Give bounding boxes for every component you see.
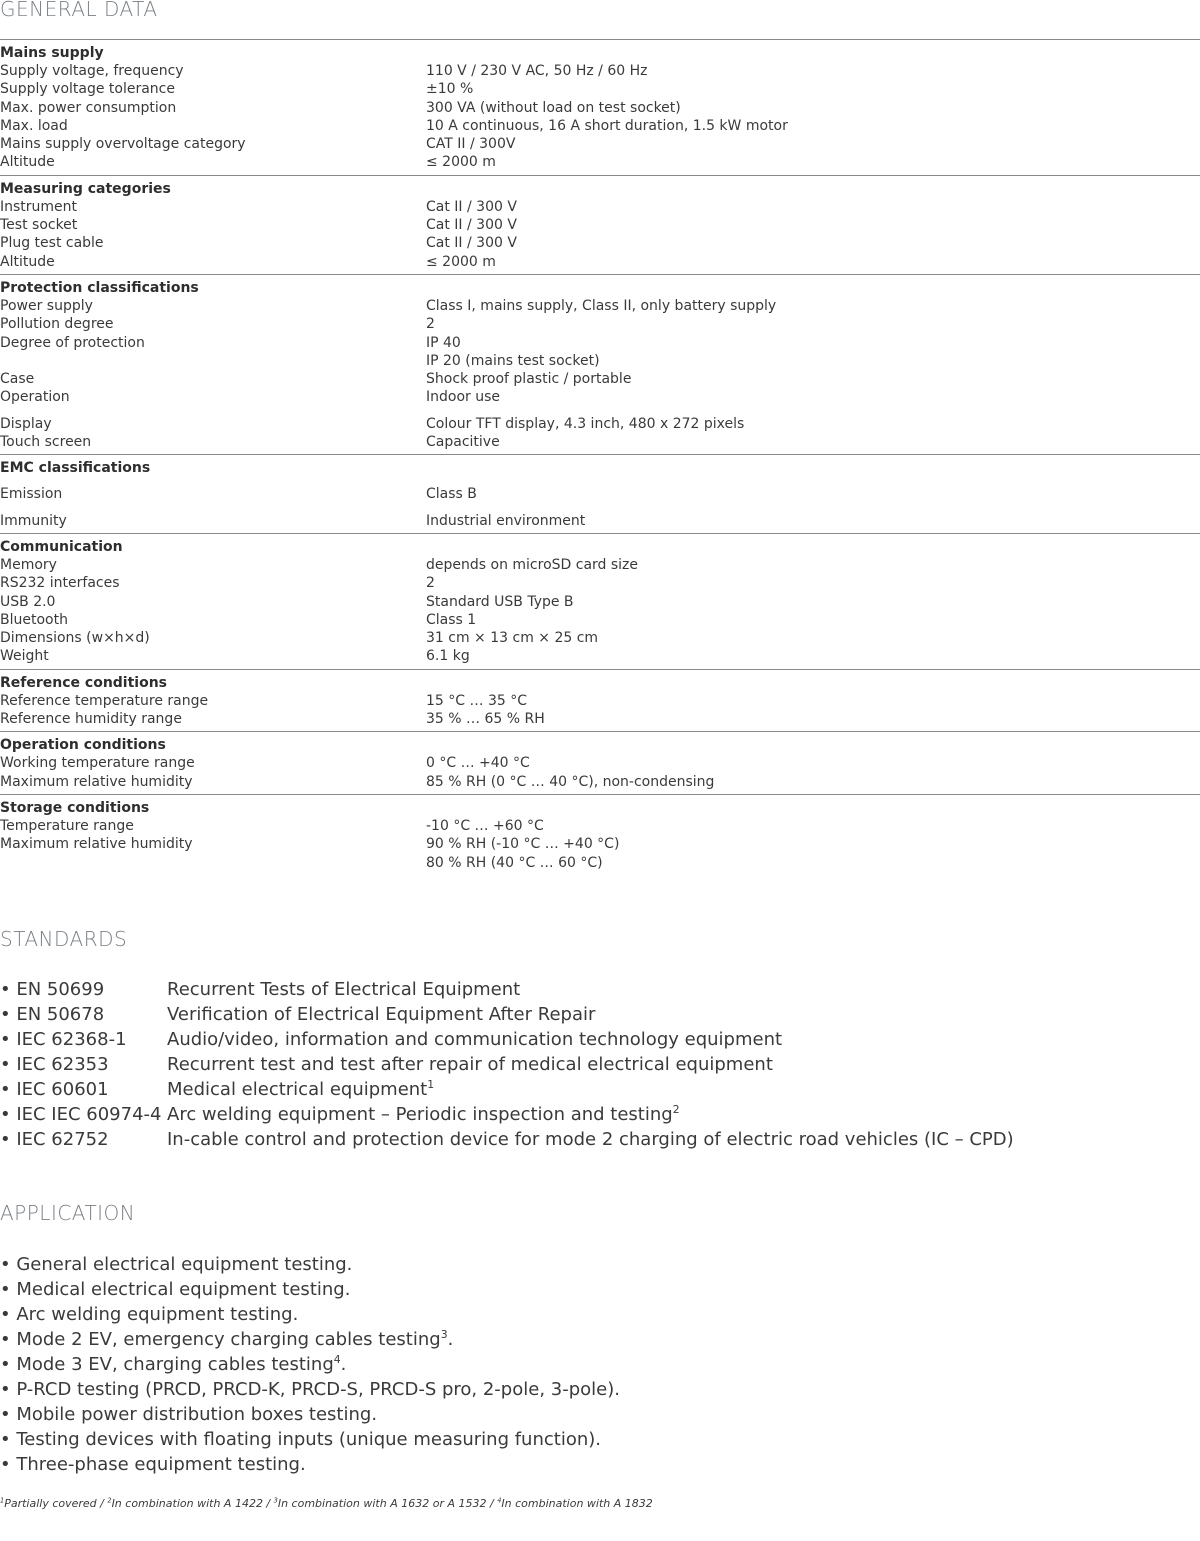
spec-value-line: Industrial environment — [426, 512, 586, 529]
spec-label: Emission — [0, 486, 63, 503]
spec-group — [0, 455, 1200, 534]
spec-group-heading: Operation conditions — [0, 737, 166, 754]
standard-code: • IEC 62368-1 — [0, 1029, 127, 1050]
spec-group-heading: Mains supply — [0, 45, 104, 61]
spec-row — [0, 773, 1200, 791]
spec-value-line: 90 % RH (-10 °C … +40 °C) — [426, 836, 620, 853]
spec-row — [0, 754, 1200, 772]
spec-value-line: 0 °C … +40 °C — [426, 755, 530, 772]
spec-value — [426, 62, 1200, 80]
spec-value — [426, 710, 1200, 728]
application-text: • Mobile power distribution boxes testing. — [0, 1404, 378, 1425]
spec-row — [0, 216, 1200, 234]
spec-value-line: Cat II / 300 V — [426, 235, 517, 252]
spec-value-line: 300 VA (without load on test socket) — [426, 99, 681, 116]
spec-label: Supply voltage tolerance — [0, 81, 175, 98]
spec-label: Degree of protection — [0, 334, 145, 351]
spec-row — [0, 556, 1200, 574]
spec-group-heading: Communication — [0, 538, 123, 555]
spec-label: Working temperature range — [0, 755, 195, 772]
footnote-text: In combination with A 1632 or A 1532 / — [277, 1497, 498, 1510]
spec-label: Case — [0, 371, 35, 388]
spec-value-line: IP 40 — [426, 334, 461, 351]
spec-value — [426, 117, 1200, 135]
spec-value — [426, 234, 1200, 252]
standard-description — [167, 1127, 1014, 1152]
application-tail: . — [340, 1354, 347, 1375]
spec-value — [426, 647, 1200, 665]
spec-value-line: Indoor use — [426, 389, 501, 406]
spec-group-heading: Storage conditions — [0, 799, 150, 816]
spec-label: RS232 interfaces — [0, 575, 120, 592]
spec-row — [0, 198, 1200, 216]
application-tail: . — [447, 1329, 454, 1350]
spec-value-line: 2 — [426, 575, 435, 592]
standard-item — [0, 1027, 1014, 1052]
spec-value-line: Cat II / 300 V — [426, 198, 517, 215]
spec-label: Temperature range — [0, 817, 134, 834]
general-data-title: GENERAL DATA — [0, 0, 158, 21]
spec-value-line: Class I, mains supply, Class II, only battery supply — [426, 297, 777, 314]
standard-code: • EN 50678 — [0, 1004, 105, 1025]
standard-description-text: Audio/video, information and communication technology equipment — [167, 1029, 783, 1050]
application-item — [0, 1302, 620, 1327]
application-item — [0, 1377, 620, 1402]
footnote-number: 2 — [107, 1496, 112, 1505]
standard-item — [0, 977, 1014, 1002]
spec-row — [0, 99, 1200, 117]
standards-title: STANDARDS — [0, 927, 128, 951]
footnote-marker: 4 — [333, 1353, 341, 1366]
application-text: • Testing devices with floating inputs (unique measuring function). — [0, 1429, 601, 1450]
spec-value — [426, 216, 1200, 234]
footnote — [0, 1497, 653, 1510]
spec-group — [0, 275, 1200, 455]
spec-value — [426, 315, 1200, 333]
spec-value — [426, 388, 1200, 406]
spec-row — [0, 297, 1200, 315]
standard-description — [167, 1102, 680, 1127]
spec-value-line: Standard USB Type B — [426, 593, 574, 610]
standard-description-text: In-cable control and protection device for mode 2 charging of electric road vehicles (IC – CPD) — [167, 1129, 1014, 1150]
spec-label: Instrument — [0, 198, 78, 215]
application-text: • Three-phase equipment testing. — [0, 1454, 306, 1475]
spec-label: Power supply — [0, 297, 93, 314]
spec-label: Altitude — [0, 154, 55, 171]
spec-value — [426, 692, 1200, 710]
standard-description — [167, 977, 520, 1002]
application-item — [0, 1452, 620, 1477]
spec-value — [426, 773, 1200, 791]
spec-group — [0, 795, 1200, 875]
spec-group-heading: EMC classifications — [0, 460, 151, 477]
application-item — [0, 1252, 620, 1277]
spec-value-line: 6.1 kg — [426, 648, 470, 665]
spec-label: Maximum relative humidity — [0, 773, 193, 790]
spec-value-line: Class B — [426, 486, 477, 503]
spec-label: Weight — [0, 648, 49, 665]
spec-value-line: Class 1 — [426, 611, 477, 628]
standard-description — [167, 1052, 773, 1077]
application-text: • P-RCD testing (PRCD, PRCD-K, PRCD-S, PRCD-S pro, 2-pole, 3-pole). — [0, 1379, 620, 1400]
general-data-table — [0, 39, 1200, 875]
spec-row — [0, 388, 1200, 406]
spec-value — [426, 80, 1200, 98]
standard-description — [167, 1002, 595, 1027]
spec-value — [426, 629, 1200, 647]
spec-label: Touch screen — [0, 434, 92, 451]
spec-row — [0, 512, 1200, 530]
spec-value — [426, 135, 1200, 153]
application-text: • Mode 3 EV, charging cables testing — [0, 1354, 334, 1375]
spec-value — [426, 485, 1200, 503]
spec-row — [0, 62, 1200, 80]
spec-value — [426, 556, 1200, 574]
spec-value — [426, 198, 1200, 216]
spec-value-line: ≤ 2000 m — [426, 154, 496, 171]
spec-group — [0, 732, 1200, 795]
spec-label: Plug test cable — [0, 235, 104, 252]
footnote-number: 1 — [0, 1496, 5, 1505]
spec-value-line: 10 A continuous, 16 A short duration, 1.5 kW motor — [426, 117, 788, 134]
spec-group-heading: Protection classifications — [0, 279, 199, 296]
spec-value — [426, 817, 1200, 835]
spec-row — [0, 153, 1200, 171]
spec-row — [0, 835, 1200, 872]
standard-code: • IEC IEC 60974-4 — [0, 1104, 162, 1125]
spec-value-line: 110 V / 230 V AC, 50 Hz / 60 Hz — [426, 63, 648, 79]
spec-row — [0, 817, 1200, 835]
spec-value — [426, 574, 1200, 592]
spec-value — [426, 512, 1200, 530]
standard-code: • IEC 62353 — [0, 1054, 109, 1075]
spec-value-line: CAT II / 300V — [426, 136, 516, 153]
application-item — [0, 1352, 620, 1377]
spec-value-line: 2 — [426, 316, 435, 333]
spec-row — [0, 629, 1200, 647]
spec-value-line: 80 % RH (40 °C … 60 °C) — [426, 854, 603, 871]
spec-label: Immunity — [0, 512, 67, 529]
standard-description — [167, 1027, 782, 1052]
footnote-text: In combination with A 1422 / — [111, 1497, 274, 1510]
standard-item — [0, 1052, 1014, 1077]
spec-label: Dimensions (w×h×d) — [0, 630, 150, 647]
spec-group-heading: Measuring categories — [0, 180, 171, 197]
spec-value — [426, 297, 1200, 315]
spec-row — [0, 710, 1200, 728]
spec-label: Operation — [0, 389, 70, 406]
spec-value — [426, 835, 1200, 872]
spec-group — [0, 176, 1200, 275]
standards-list — [0, 977, 1014, 1152]
application-text: • Medical electrical equipment testing. — [0, 1279, 351, 1300]
standard-code: • IEC 60601 — [0, 1079, 109, 1100]
spec-value-line: Cat II / 300 V — [426, 217, 517, 234]
spec-group — [0, 670, 1200, 733]
standard-code: • EN 50699 — [0, 979, 105, 1000]
spec-group — [0, 534, 1200, 670]
spec-label: Max. power consumption — [0, 99, 177, 116]
spec-value — [426, 611, 1200, 629]
spec-value-line: 85 % RH (0 °C … 40 °C), non-condensing — [426, 773, 715, 790]
spec-value — [426, 754, 1200, 772]
spec-label: Reference temperature range — [0, 692, 209, 709]
spec-value — [426, 593, 1200, 611]
spec-label: USB 2.0 — [0, 593, 56, 610]
application-text: • Arc welding equipment testing. — [0, 1304, 299, 1325]
standard-item — [0, 1127, 1014, 1152]
footnote-marker: 1 — [427, 1078, 435, 1091]
spec-row — [0, 593, 1200, 611]
spec-row — [0, 135, 1200, 153]
standard-description-text: Verification of Electrical Equipment After Repair — [167, 1004, 596, 1025]
spec-value-line: 35 % … 65 % RH — [426, 711, 545, 728]
standard-item — [0, 1077, 1014, 1102]
standard-description — [167, 1077, 434, 1102]
spec-value-line: Capacitive — [426, 434, 500, 451]
spec-group — [0, 40, 1200, 176]
application-list — [0, 1252, 620, 1477]
spec-value-line: Colour TFT display, 4.3 inch, 480 x 272 pixels — [426, 415, 745, 432]
spec-row — [0, 485, 1200, 503]
spec-row — [0, 415, 1200, 433]
spec-row — [0, 433, 1200, 451]
spec-value — [426, 253, 1200, 271]
spec-row — [0, 370, 1200, 388]
spec-label: Altitude — [0, 253, 55, 270]
standard-code: • IEC 62752 — [0, 1129, 109, 1150]
spec-row — [0, 692, 1200, 710]
standard-description-text: Medical electrical equipment — [167, 1079, 428, 1100]
footnote-number: 4 — [497, 1496, 502, 1505]
spec-value — [426, 153, 1200, 171]
application-text: • General electrical equipment testing. — [0, 1254, 353, 1275]
spec-label: Bluetooth — [0, 611, 68, 628]
spec-value-line: 31 cm × 13 cm × 25 cm — [426, 630, 599, 647]
spec-group-heading: Reference conditions — [0, 674, 168, 691]
application-item — [0, 1277, 620, 1302]
spec-row — [0, 234, 1200, 252]
standard-item — [0, 1002, 1014, 1027]
standard-description-text: Recurrent Tests of Electrical Equipment — [167, 979, 521, 1000]
spec-value-line: ≤ 2000 m — [426, 253, 496, 270]
spec-label: Reference humidity range — [0, 711, 182, 728]
spec-label: Maximum relative humidity — [0, 836, 193, 853]
spec-value — [426, 334, 1200, 371]
standard-item — [0, 1102, 1014, 1127]
spec-row — [0, 315, 1200, 333]
application-item — [0, 1427, 620, 1452]
standard-description-text: Recurrent test and test after repair of medical electrical equipment — [167, 1054, 773, 1075]
spec-label: Display — [0, 415, 52, 432]
spec-row — [0, 253, 1200, 271]
application-item — [0, 1327, 620, 1352]
spec-value-line: IP 20 (mains test socket) — [426, 352, 600, 369]
spec-row — [0, 80, 1200, 98]
spec-value — [426, 415, 1200, 433]
footnote-marker: 2 — [672, 1103, 680, 1116]
footnote-text: In combination with A 1832 — [501, 1497, 653, 1510]
spec-value — [426, 99, 1200, 117]
spec-label: Memory — [0, 556, 57, 573]
spec-value-line: -10 °C … +60 °C — [426, 817, 544, 834]
spec-label: Max. load — [0, 117, 68, 134]
footnote-number: 3 — [273, 1496, 278, 1505]
spec-label: Supply voltage, frequency — [0, 63, 184, 79]
spec-value — [426, 370, 1200, 388]
application-text: • Mode 2 EV, emergency charging cables testing — [0, 1329, 441, 1350]
spec-value-line: depends on microSD card size — [426, 556, 639, 573]
spec-value — [426, 433, 1200, 451]
footnote-text: Partially covered / — [4, 1497, 108, 1510]
spec-row — [0, 611, 1200, 629]
spec-label: Test socket — [0, 217, 78, 234]
application-item — [0, 1402, 620, 1427]
spec-value-line: ±10 % — [426, 81, 474, 98]
spec-value-line: 15 °C … 35 °C — [426, 692, 527, 709]
spec-row — [0, 574, 1200, 592]
application-title: APPLICATION — [0, 1201, 136, 1225]
spec-row — [0, 647, 1200, 665]
standard-description-text: Arc welding equipment – Periodic inspection and testing — [167, 1104, 673, 1125]
spec-label: Pollution degree — [0, 316, 114, 333]
spec-row — [0, 334, 1200, 371]
footnote-marker: 3 — [440, 1328, 448, 1341]
spec-row — [0, 117, 1200, 135]
spec-value-line: Shock proof plastic / portable — [426, 371, 632, 388]
spec-label: Mains supply overvoltage category — [0, 136, 246, 153]
